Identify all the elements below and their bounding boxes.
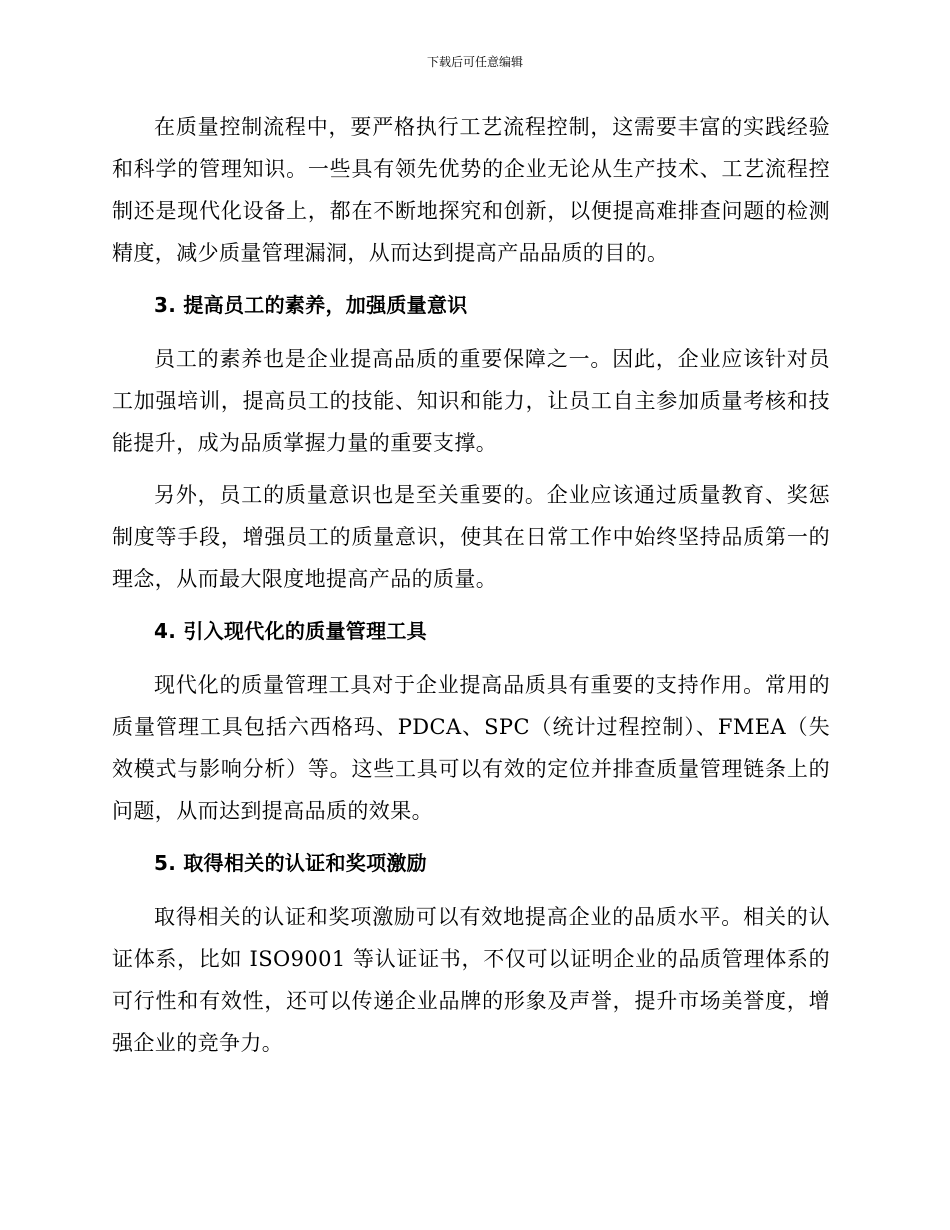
section-heading-3: 3. 提高员工的素养，加强质量意识 bbox=[154, 293, 468, 317]
section-heading-5: 5. 取得相关的认证和奖项激励 bbox=[154, 851, 427, 875]
page-header: 下载后可任意编辑 bbox=[426, 55, 523, 69]
paragraph-quality-awareness: 另外，员工的质量意识也是至关重要的。企业应该通过质量教育、奖惩制度等手段，增强员工的质量意识，使其在日常工作中始终坚持品质第一的理念，从而最大限度地提高产品的质量。 bbox=[112, 483, 830, 591]
paragraph-process-control: 在质量控制流程中，要严格执行工艺流程控制，这需要丰富的实践经验和科学的管理知识。一些具有领先优势的企业无论从生产技术、工艺流程控制还是现代化设备上，都在不断地探究和创新，以便提高难排查问题的检测精度，减少质量管理漏洞，从而达到提高产品品质的目的。 bbox=[112, 115, 830, 265]
document-body bbox=[112, 106, 830, 1064]
paragraph-quality-tools: 现代化的质量管理工具对于企业提高品质具有重要的支持作用。常用的质量管理工具包括六西格玛、PDCA、SPC（统计过程控制）、FMEA（失效模式与影响分析）等。这些工具可以有效的定位并排查质量管理链条上的问题，从而达到提高品质的效果。 bbox=[112, 673, 831, 823]
section-heading-4: 4. 引入现代化的质量管理工具 bbox=[154, 619, 427, 643]
paragraph-employee-training: 员工的素养也是企业提高品质的重要保障之一。因此，企业应该针对员工加强培训，提高员工的技能、知识和能力，让员工自主参加质量考核和技能提升，成为品质掌握力量的重要支撑。 bbox=[112, 347, 830, 455]
paragraph-certification: 取得相关的认证和奖项激励可以有效地提高企业的品质水平。相关的认证体系，比如 ISO9001 等认证证书，不仅可以证明企业的品质管理体系的可行性和有效性，还可以传递企业品牌的形象及声誉，提升市场美誉度，增强企业的竞争力。 bbox=[112, 905, 830, 1055]
